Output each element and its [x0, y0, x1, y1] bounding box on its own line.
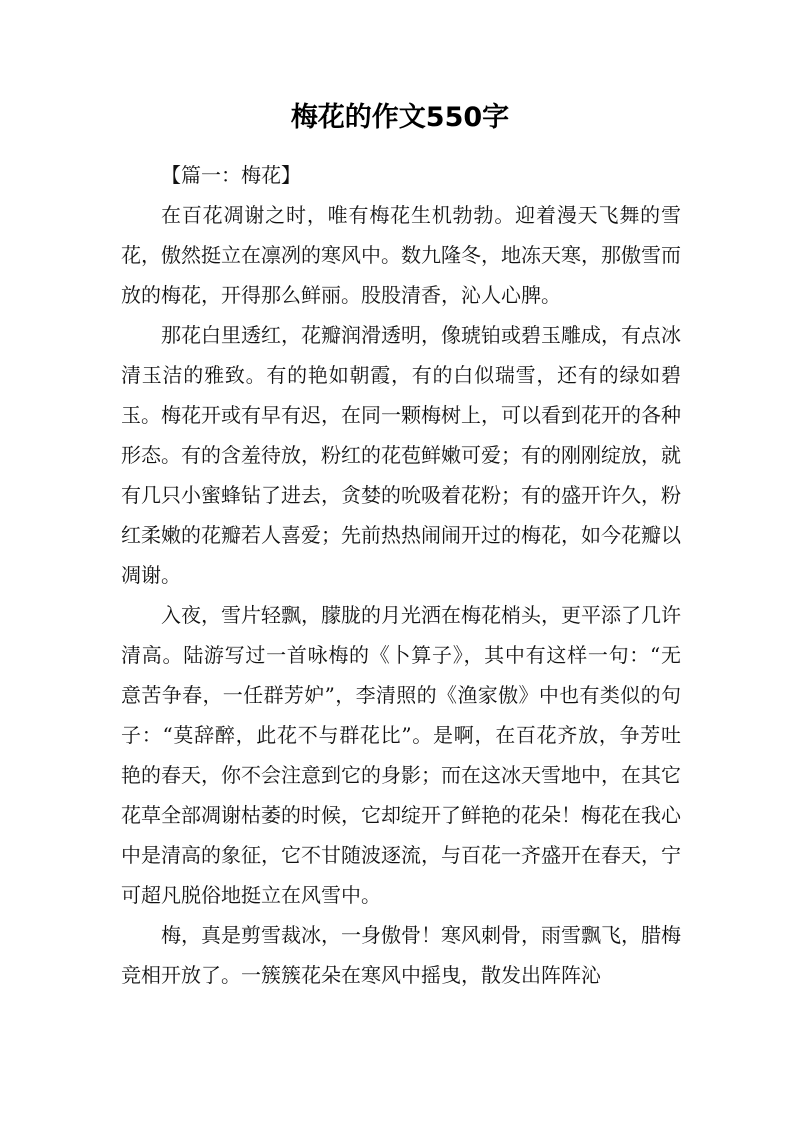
page-title: 梅花的作文550字	[290, 102, 510, 133]
paragraph-2: 那花白里透红，花瓣润滑透明，像琥铂或碧玉雕成，有点冰清玉洁的雅致。有的艳如朝霞，有的白似瑞雪，还有的绿如碧玉。梅花开或有早有迟，在同一颗梅树上，可以看到花开的各种形态。有的含羞待放，粉红的花苞鲜嫩可爱；有的刚刚绽放，就有几只小蜜蜂钻了进去，贪婪的吮吸着花粉；有的盛开许久，粉红柔嫩的花瓣若人喜爱；先前热热闹闹开过的梅花，如今花瓣以凋谢。	[121, 323, 681, 587]
paragraph-3: 入夜，雪片轻飘，朦胧的月光洒在梅花梢头，更平添了几许清高。陆游写过一首咏梅的《卜算子》，其中有这样一句：“无意苦争春，一任群芳妒”，李清照的《渔家傲》中也有类似的句子：“莫辞醉，此花不与群花比”。是啊，在百花齐放，争芳吐艳的春天，你不会注意到它的身影；而在这冰天雪地中，在其它花草全部凋谢枯萎的时候，它却绽开了鲜艳的花朵！梅花在我心中是清高的象征，它不甘随波逐流，与百花一齐盛开在春天，宁可超凡脱俗地挺立在风雪中。	[121, 603, 681, 907]
document-body	[121, 155, 681, 995]
paragraph-4: 梅，真是剪雪裁冰，一身傲骨！寒风刺骨，雨雪飘飞，腊梅竞相开放了。一簇簇花朵在寒风中摇曳，散发出阵阵沁	[121, 923, 681, 987]
section-heading: 【篇一：梅花】	[161, 163, 301, 187]
paragraph-1: 在百花凋谢之时，唯有梅花生机勃勃。迎着漫天飞舞的雪花，傲然挺立在凛冽的寒风中。数九隆冬，地冻天寒，那傲雪而放的梅花，开得那么鲜丽。股股清香，沁人心脾。	[121, 203, 681, 307]
